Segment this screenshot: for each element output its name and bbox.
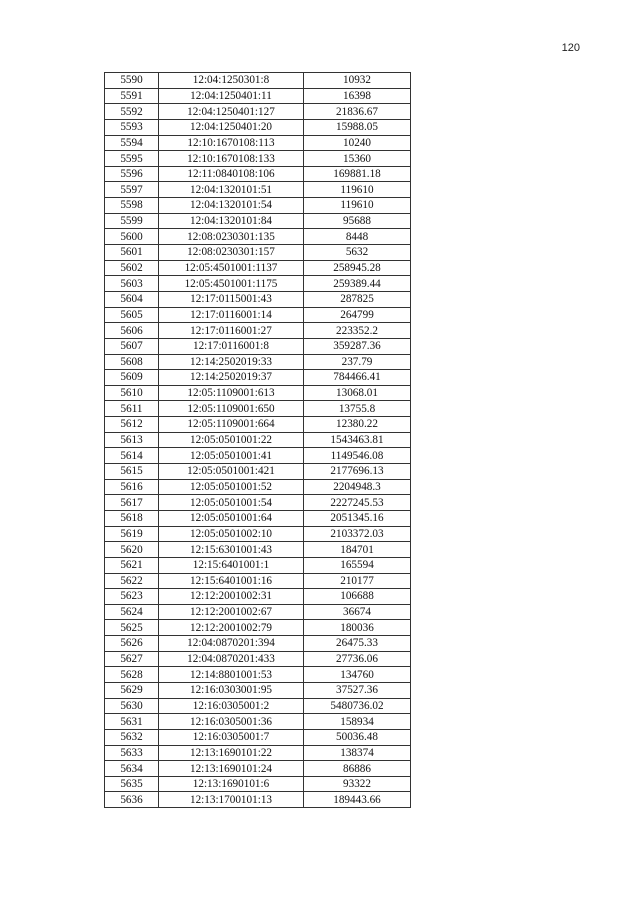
table-row — [105, 448, 411, 464]
cadastral-number-cell: 12:10:1670108:113 — [159, 135, 304, 151]
value-cell: 138374 — [304, 745, 411, 761]
cadastral-number-cell: 12:05:0501001:54 — [159, 495, 304, 511]
cadastral-number-cell: 12:16:0305001:2 — [159, 698, 304, 714]
value-cell: 15988.05 — [304, 119, 411, 135]
value-cell: 13068.01 — [304, 385, 411, 401]
value-cell: 169881.18 — [304, 166, 411, 182]
value-cell: 2204948.3 — [304, 479, 411, 495]
row-number-cell: 5608 — [105, 354, 159, 370]
table-row — [105, 119, 411, 135]
row-number-cell: 5624 — [105, 604, 159, 620]
row-number-cell: 5610 — [105, 385, 159, 401]
row-number-cell: 5611 — [105, 401, 159, 417]
row-number-cell: 5605 — [105, 307, 159, 323]
table-row — [105, 338, 411, 354]
row-number-cell: 5635 — [105, 776, 159, 792]
table-row — [105, 464, 411, 480]
table-row — [105, 761, 411, 777]
value-cell: 119610 — [304, 198, 411, 214]
cadastral-number-cell: 12:16:0305001:7 — [159, 729, 304, 745]
cadastral-number-cell: 12:12:2001002:67 — [159, 604, 304, 620]
value-cell: 95688 — [304, 213, 411, 229]
value-cell: 12380.22 — [304, 417, 411, 433]
cadastral-number-cell: 12:05:1109001:650 — [159, 401, 304, 417]
row-number-cell: 5607 — [105, 338, 159, 354]
row-number-cell: 5594 — [105, 135, 159, 151]
value-cell: 258945.28 — [304, 260, 411, 276]
cadastral-number-cell: 12:13:1690101:24 — [159, 761, 304, 777]
table-row — [105, 291, 411, 307]
cadastral-number-cell: 12:13:1690101:6 — [159, 776, 304, 792]
cadastral-number-cell: 12:04:0870201:433 — [159, 651, 304, 667]
row-number-cell: 5636 — [105, 792, 159, 808]
table-row — [105, 776, 411, 792]
value-cell: 10932 — [304, 73, 411, 89]
cadastral-number-cell: 12:04:1320101:54 — [159, 198, 304, 214]
value-cell: 223352.2 — [304, 323, 411, 339]
table-row — [105, 479, 411, 495]
cadastral-number-cell: 12:10:1670108:133 — [159, 151, 304, 167]
value-cell: 21836.67 — [304, 104, 411, 120]
value-cell: 237.79 — [304, 354, 411, 370]
value-cell: 2051345.16 — [304, 510, 411, 526]
value-cell: 264799 — [304, 307, 411, 323]
value-cell: 784466.41 — [304, 370, 411, 386]
table-row — [105, 432, 411, 448]
table-row — [105, 276, 411, 292]
cadastral-number-cell: 12:14:8801001:53 — [159, 667, 304, 683]
value-cell: 2177696.13 — [304, 464, 411, 480]
table-row — [105, 245, 411, 261]
cadastral-number-cell: 12:16:0303001:95 — [159, 682, 304, 698]
cadastral-number-cell: 12:05:1109001:664 — [159, 417, 304, 433]
table-row — [105, 636, 411, 652]
cadastral-number-cell: 12:05:0501001:41 — [159, 448, 304, 464]
table-row — [105, 745, 411, 761]
cadastral-number-cell: 12:16:0305001:36 — [159, 714, 304, 730]
cadastral-number-cell: 12:13:1690101:22 — [159, 745, 304, 761]
row-number-cell: 5621 — [105, 557, 159, 573]
value-cell: 10240 — [304, 135, 411, 151]
value-cell: 27736.06 — [304, 651, 411, 667]
value-cell: 15360 — [304, 151, 411, 167]
row-number-cell: 5627 — [105, 651, 159, 667]
table-row — [105, 620, 411, 636]
table-row — [105, 88, 411, 104]
value-cell: 2227245.53 — [304, 495, 411, 511]
cadastral-number-cell: 12:05:0501002:10 — [159, 526, 304, 542]
value-cell: 359287.36 — [304, 338, 411, 354]
value-cell: 36674 — [304, 604, 411, 620]
value-cell: 86886 — [304, 761, 411, 777]
row-number-cell: 5623 — [105, 589, 159, 605]
cadastral-number-cell: 12:14:2502019:37 — [159, 370, 304, 386]
cadastral-number-cell: 12:05:4501001:1175 — [159, 276, 304, 292]
row-number-cell: 5622 — [105, 573, 159, 589]
cadastral-number-cell: 12:11:0840108:106 — [159, 166, 304, 182]
cadastral-number-cell: 12:05:1109001:613 — [159, 385, 304, 401]
table-row — [105, 135, 411, 151]
cadastral-number-cell: 12:04:1250401:20 — [159, 119, 304, 135]
row-number-cell: 5606 — [105, 323, 159, 339]
table-row — [105, 698, 411, 714]
cadastral-number-cell: 12:17:0116001:8 — [159, 338, 304, 354]
value-cell: 287825 — [304, 291, 411, 307]
table-row — [105, 589, 411, 605]
cadastral-number-cell: 12:05:0501001:22 — [159, 432, 304, 448]
row-number-cell: 5625 — [105, 620, 159, 636]
value-cell: 210177 — [304, 573, 411, 589]
value-cell: 165594 — [304, 557, 411, 573]
value-cell: 189443.66 — [304, 792, 411, 808]
cadastral-number-cell: 12:04:1250401:127 — [159, 104, 304, 120]
row-number-cell: 5629 — [105, 682, 159, 698]
cadastral-number-cell: 12:15:6401001:1 — [159, 557, 304, 573]
row-number-cell: 5592 — [105, 104, 159, 120]
table-body — [105, 73, 411, 808]
table-row — [105, 182, 411, 198]
cadastral-number-cell: 12:17:0115001:43 — [159, 291, 304, 307]
value-cell: 134760 — [304, 667, 411, 683]
row-number-cell: 5603 — [105, 276, 159, 292]
table-row — [105, 385, 411, 401]
row-number-cell: 5600 — [105, 229, 159, 245]
row-number-cell: 5612 — [105, 417, 159, 433]
value-cell: 259389.44 — [304, 276, 411, 292]
table-row — [105, 260, 411, 276]
row-number-cell: 5597 — [105, 182, 159, 198]
table-row — [105, 151, 411, 167]
value-cell: 50036.48 — [304, 729, 411, 745]
row-number-cell: 5599 — [105, 213, 159, 229]
table-row — [105, 370, 411, 386]
table-row — [105, 495, 411, 511]
value-cell: 1149546.08 — [304, 448, 411, 464]
cadastral-number-cell: 12:05:0501001:52 — [159, 479, 304, 495]
table-row — [105, 526, 411, 542]
value-cell: 26475.33 — [304, 636, 411, 652]
table-row — [105, 229, 411, 245]
table-row — [105, 354, 411, 370]
table-row — [105, 166, 411, 182]
cadastral-number-cell: 12:04:1320101:84 — [159, 213, 304, 229]
row-number-cell: 5604 — [105, 291, 159, 307]
table-row — [105, 104, 411, 120]
row-number-cell: 5630 — [105, 698, 159, 714]
row-number-cell: 5590 — [105, 73, 159, 89]
table-row — [105, 417, 411, 433]
cadastral-number-cell: 12:04:1250301:8 — [159, 73, 304, 89]
value-cell: 184701 — [304, 542, 411, 558]
cadastral-number-cell: 12:12:2001002:31 — [159, 589, 304, 605]
cadastral-number-cell: 12:04:0870201:394 — [159, 636, 304, 652]
cadastral-table — [104, 72, 411, 808]
row-number-cell: 5593 — [105, 119, 159, 135]
table-row — [105, 573, 411, 589]
value-cell: 93322 — [304, 776, 411, 792]
cadastral-number-cell: 12:14:2502019:33 — [159, 354, 304, 370]
cadastral-number-cell: 12:05:0501001:421 — [159, 464, 304, 480]
row-number-cell: 5598 — [105, 198, 159, 214]
value-cell: 13755.8 — [304, 401, 411, 417]
row-number-cell: 5601 — [105, 245, 159, 261]
table-row — [105, 307, 411, 323]
row-number-cell: 5614 — [105, 448, 159, 464]
cadastral-number-cell: 12:15:6401001:16 — [159, 573, 304, 589]
cadastral-number-cell: 12:17:0116001:27 — [159, 323, 304, 339]
row-number-cell: 5618 — [105, 510, 159, 526]
value-cell: 5480736.02 — [304, 698, 411, 714]
table-row — [105, 510, 411, 526]
value-cell: 119610 — [304, 182, 411, 198]
row-number-cell: 5628 — [105, 667, 159, 683]
table-row — [105, 542, 411, 558]
row-number-cell: 5634 — [105, 761, 159, 777]
table-row — [105, 198, 411, 214]
value-cell: 1543463.81 — [304, 432, 411, 448]
cadastral-number-cell: 12:13:1700101:13 — [159, 792, 304, 808]
cadastral-number-cell: 12:08:0230301:157 — [159, 245, 304, 261]
cadastral-number-cell: 12:17:0116001:14 — [159, 307, 304, 323]
cadastral-number-cell: 12:05:0501001:64 — [159, 510, 304, 526]
row-number-cell: 5633 — [105, 745, 159, 761]
cadastral-number-cell: 12:04:1320101:51 — [159, 182, 304, 198]
table-row — [105, 792, 411, 808]
row-number-cell: 5620 — [105, 542, 159, 558]
table-row — [105, 682, 411, 698]
row-number-cell: 5595 — [105, 151, 159, 167]
cadastral-number-cell: 12:04:1250401:11 — [159, 88, 304, 104]
row-number-cell: 5591 — [105, 88, 159, 104]
table-row — [105, 651, 411, 667]
row-number-cell: 5619 — [105, 526, 159, 542]
row-number-cell: 5602 — [105, 260, 159, 276]
row-number-cell: 5613 — [105, 432, 159, 448]
value-cell: 106688 — [304, 589, 411, 605]
cadastral-number-cell: 12:15:6301001:43 — [159, 542, 304, 558]
row-number-cell: 5616 — [105, 479, 159, 495]
table-row — [105, 604, 411, 620]
row-number-cell: 5615 — [105, 464, 159, 480]
table-row — [105, 729, 411, 745]
row-number-cell: 5596 — [105, 166, 159, 182]
page-number: 120 — [561, 42, 580, 54]
table-row — [105, 667, 411, 683]
row-number-cell: 5626 — [105, 636, 159, 652]
table-row — [105, 73, 411, 89]
table-row — [105, 714, 411, 730]
table-row — [105, 401, 411, 417]
cadastral-number-cell: 12:12:2001002:79 — [159, 620, 304, 636]
row-number-cell: 5617 — [105, 495, 159, 511]
value-cell: 16398 — [304, 88, 411, 104]
cadastral-number-cell: 12:08:0230301:135 — [159, 229, 304, 245]
value-cell: 180036 — [304, 620, 411, 636]
value-cell: 8448 — [304, 229, 411, 245]
value-cell: 5632 — [304, 245, 411, 261]
cadastral-number-cell: 12:05:4501001:1137 — [159, 260, 304, 276]
table-row — [105, 323, 411, 339]
value-cell: 2103372.03 — [304, 526, 411, 542]
table-row — [105, 213, 411, 229]
row-number-cell: 5609 — [105, 370, 159, 386]
row-number-cell: 5631 — [105, 714, 159, 730]
row-number-cell: 5632 — [105, 729, 159, 745]
table-row — [105, 557, 411, 573]
value-cell: 158934 — [304, 714, 411, 730]
value-cell: 37527.36 — [304, 682, 411, 698]
